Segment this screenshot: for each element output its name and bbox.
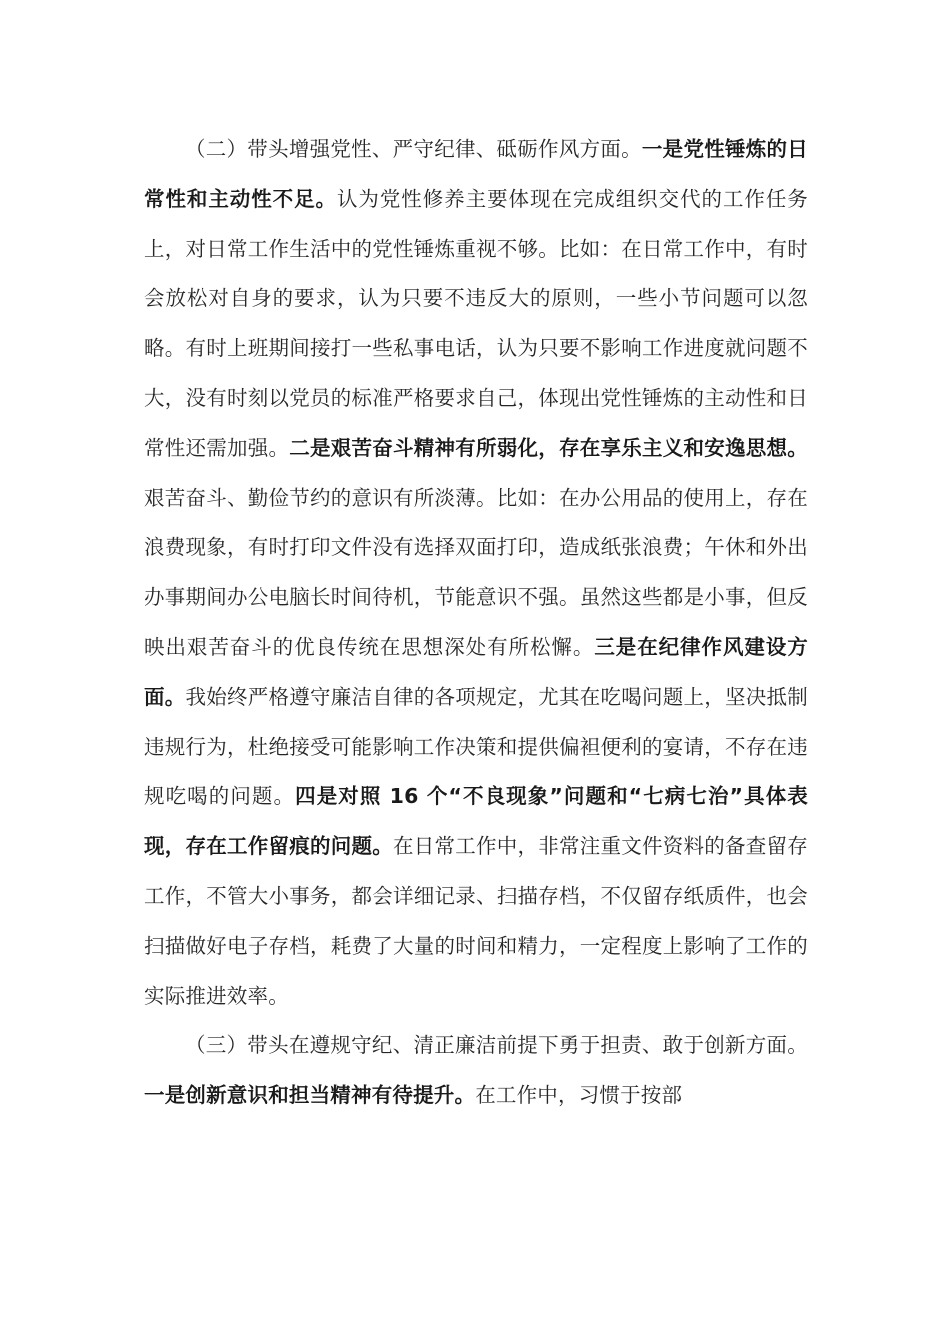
point-one-text: 认为党性修养主要体现在完成组织交代的工作任务上，对日常工作生活中的党性锤炼重视不够。比如：在日常工作中，有时会放松对自身的要求，认为只要不违反大的原则，一些小节问题可以忽略。有时上班期间接打一些私事电话，认为只要不影响工作进度就问题不大，没有时刻以党员的标准严格要求自己，体现出党性锤炼的主动性和日常性还需加强。 bbox=[144, 186, 808, 460]
point-four-text: 在日常工作中，非常注重文件资料的备查留存工作，不管大小事务，都会详细记录、扫描存档，不仅留存纸质件，也会扫描做好电子存档，耗费了大量的时间和精力，一定程度上影响了工作的实际推进效率。 bbox=[144, 834, 809, 1008]
point-two-text: 艰苦奋斗、勤俭节约的意识有所淡薄。比如：在办公用品的使用上，存在浪费现象，有时打印文件没有选择双面打印，造成纸张浪费；午休和外出办事期间办公电脑长时间待机，节能意识不强。虽然这些都是小事，但反映出艰苦奋斗的优良传统在思想深处有所松懈。 bbox=[144, 485, 808, 659]
section-three-point-one-heading: 一是创新意识和担当精神有待提升。 bbox=[144, 1083, 476, 1108]
document-body bbox=[144, 125, 808, 1121]
section-three-point-one-text: 在工作中，习惯于按部 bbox=[475, 1083, 683, 1108]
section-two-heading: （二）带头增强党性、严守纪律、砥砺作风方面。 bbox=[185, 137, 642, 161]
section-three-heading: （三）带头在遵规守纪、清正廉洁前提下勇于担责、敢于创新方面。 bbox=[185, 1033, 808, 1058]
point-four-heading: 四是对照 16 个“不良现象”问题和“七病七治”具体表现，存在工作留痕的问题。 bbox=[144, 784, 808, 859]
paragraph-section-two bbox=[144, 125, 808, 1021]
point-two-heading: 二是艰苦奋斗精神有所弱化，存在享乐主义和安逸思想。 bbox=[289, 435, 808, 460]
paragraph-section-three bbox=[144, 1021, 808, 1121]
point-one-heading: 一是党性锤炼的日常性和主动性不足。 bbox=[144, 137, 808, 211]
point-three-text: 我始终严格遵守廉洁自律的各项规定，尤其在吃喝问题上，坚决抵制违规行为，杜绝接受可能影响工作决策和提供偏袒便利的宴请，不存在违规吃喝的问题。 bbox=[144, 684, 809, 809]
point-three-heading: 三是在纪律作风建设方面。 bbox=[144, 634, 809, 709]
